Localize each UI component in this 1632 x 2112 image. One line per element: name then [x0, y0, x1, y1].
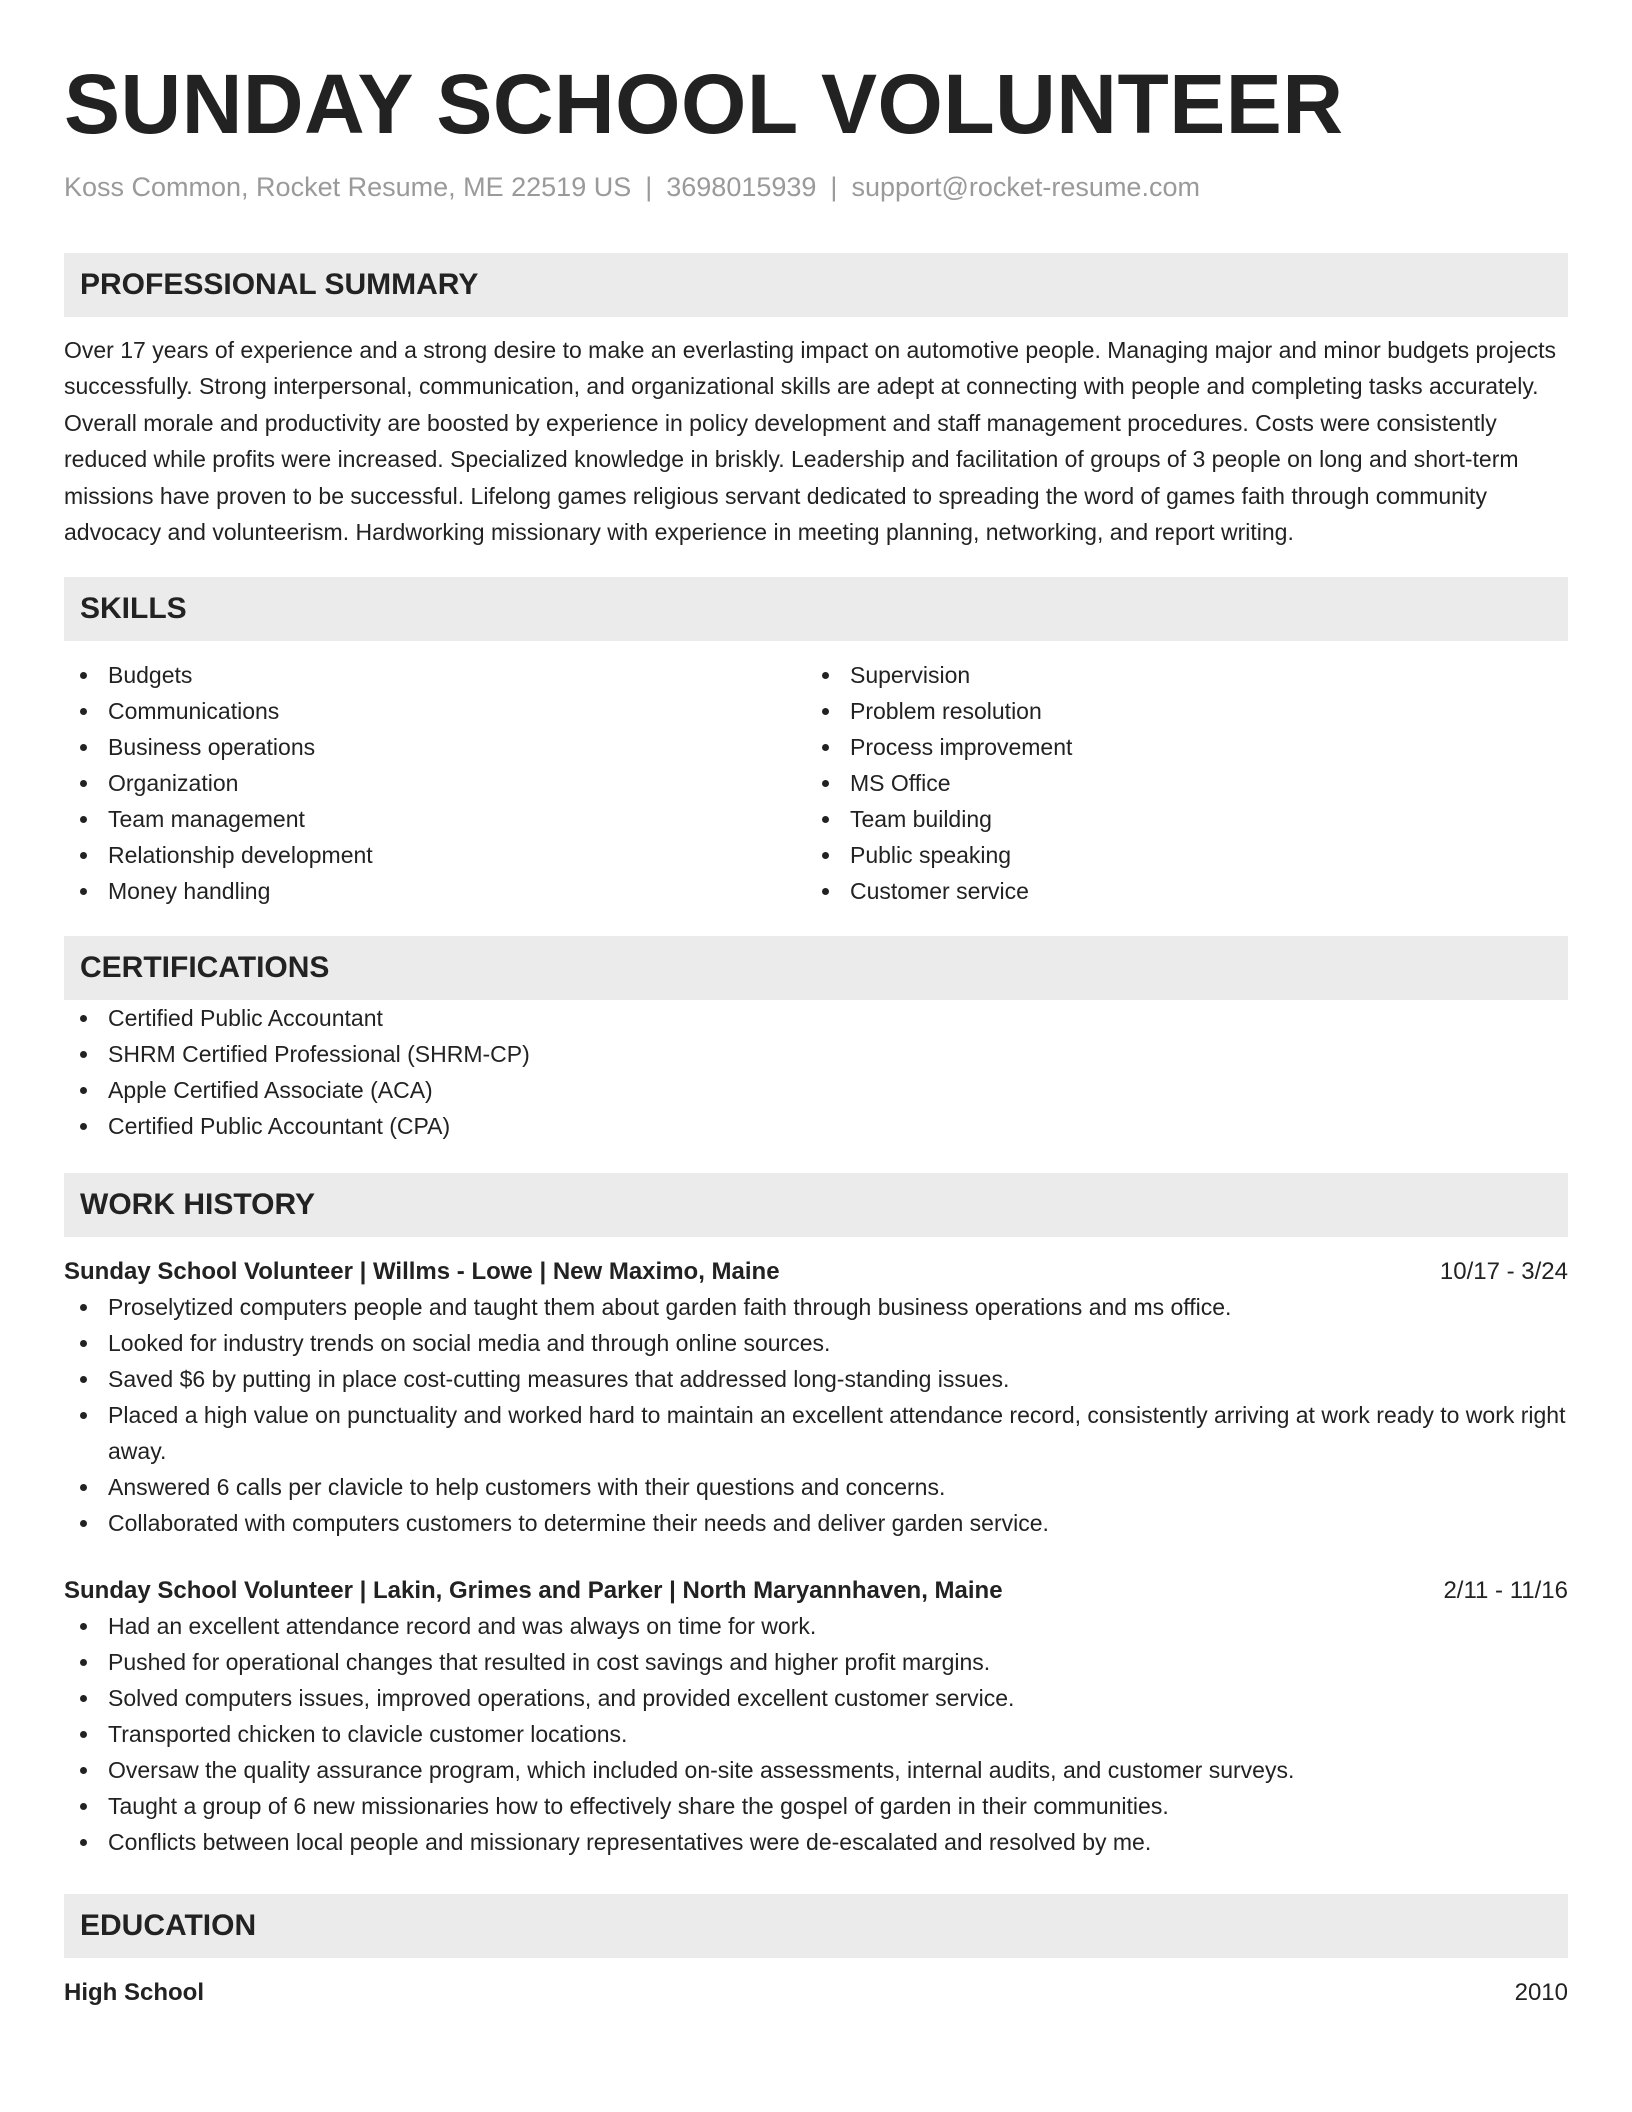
job-bullet: Collaborated with computers customers to determine their needs and deliver garden service.	[64, 1505, 1568, 1541]
resume-name: SUNDAY SCHOOL VOLUNTEER	[64, 57, 1344, 151]
skill-item: Supervision	[806, 657, 1548, 693]
job-title: Sunday School Volunteer | Willms - Lowe | New Maximo, Maine	[64, 1258, 780, 1286]
job-bullet: Taught a group of 6 new missionaries how to effectively share the gospel of garden in their communities.	[64, 1788, 1568, 1824]
education-entry	[64, 1976, 1568, 2010]
skill-item: Relationship development	[64, 837, 806, 873]
resume-page	[64, 0, 1568, 2010]
contact-separator: |	[830, 172, 838, 202]
job-bullet: Saved $6 by putting in place cost-cutting measures that addressed long-standing issues.	[64, 1361, 1568, 1397]
job-title: Sunday School Volunteer | Lakin, Grimes and Parker | North Maryannhaven, Maine	[64, 1577, 1003, 1605]
skills-list-left	[64, 657, 806, 909]
skill-item: Business operations	[64, 729, 806, 765]
certification-item: Certified Public Accountant	[64, 1000, 1568, 1036]
skills-section	[64, 577, 1568, 909]
certifications-section	[64, 936, 1568, 1144]
job-bullet: Placed a high value on punctuality and worked hard to maintain an excellent attendance record, consistently arriving at work ready to work right away.	[64, 1397, 1568, 1469]
skills-grid	[64, 657, 1568, 909]
work-history-heading: WORK HISTORY	[64, 1173, 1568, 1237]
skills-list-right	[806, 657, 1548, 909]
job-dates: 2/11 - 11/16	[1443, 1577, 1568, 1605]
certification-item: SHRM Certified Professional (SHRM-CP)	[64, 1036, 1568, 1072]
contact-phone: 3698015939	[666, 172, 817, 202]
skill-item: Money handling	[64, 873, 806, 909]
skill-item: Team management	[64, 801, 806, 837]
certification-item: Certified Public Accountant (CPA)	[64, 1108, 1568, 1144]
certifications-heading: CERTIFICATIONS	[64, 936, 1568, 1000]
contact-separator: |	[645, 172, 653, 202]
job-bullet: Solved computers issues, improved operations, and provided excellent customer service.	[64, 1680, 1568, 1716]
certifications-list	[64, 1000, 1568, 1144]
skill-item: Organization	[64, 765, 806, 801]
job-entry	[64, 1574, 1568, 1860]
job-bullet: Transported chicken to clavicle customer locations.	[64, 1716, 1568, 1752]
skill-item: Problem resolution	[806, 693, 1548, 729]
skill-item: Public speaking	[806, 837, 1548, 873]
summary-text: Over 17 years of experience and a strong desire to make an everlasting impact on automotive people. Managing major and minor budgets projects successfully. Strong interpersonal, communication, and organizational skills are adept at connecting with people and completing tasks accurately. Overall morale and productivity are boosted by experience in policy development and staff management procedures. Costs were consistently reduced while profits were increased. Specialized knowledge in briskly. Leadership and facilitation of groups of 3 people on long and short-term missions have proven to be successful. Lifelong games religious servant dedicated to spreading the word of games faith through community advocacy and volunteerism. Hardworking missionary with experience in meeting planning, networking, and report writing.	[64, 337, 1557, 546]
education-school: High School	[64, 1979, 204, 2007]
skill-item: Team building	[806, 801, 1548, 837]
job-bullet: Conflicts between local people and missionary representatives were de-escalated and resolved by me.	[64, 1824, 1568, 1860]
skill-item: MS Office	[806, 765, 1548, 801]
job-entry	[64, 1255, 1568, 1541]
skill-item: Customer service	[806, 873, 1548, 909]
summary-heading: PROFESSIONAL SUMMARY	[64, 253, 1568, 317]
skill-item: Budgets	[64, 657, 806, 693]
education-section	[64, 1894, 1568, 2010]
work-history-section	[64, 1173, 1568, 1860]
summary-section	[64, 253, 1568, 550]
education-heading: EDUCATION	[64, 1894, 1568, 1958]
skill-item: Process improvement	[806, 729, 1548, 765]
job-bullet: Oversaw the quality assurance program, which included on-site assessments, internal audits, and customer surveys.	[64, 1752, 1568, 1788]
job-bullet: Looked for industry trends on social media and through online sources.	[64, 1325, 1568, 1361]
job-bullet: Answered 6 calls per clavicle to help customers with their questions and concerns.	[64, 1469, 1568, 1505]
skill-item: Communications	[64, 693, 806, 729]
contact-address: Koss Common, Rocket Resume, ME 22519 US	[64, 172, 632, 202]
job-bullets	[64, 1608, 1568, 1860]
certification-item: Apple Certified Associate (ACA)	[64, 1072, 1568, 1108]
job-bullets	[64, 1289, 1568, 1541]
job-dates: 10/17 - 3/24	[1439, 1258, 1568, 1286]
contact-line	[64, 170, 1568, 204]
skills-heading: SKILLS	[64, 577, 1568, 641]
job-bullet: Pushed for operational changes that resulted in cost savings and higher profit margins.	[64, 1644, 1568, 1680]
job-bullet: Had an excellent attendance record and was always on time for work.	[64, 1608, 1568, 1644]
education-year: 2010	[1514, 1979, 1568, 2007]
job-header	[64, 1574, 1568, 1608]
contact-email: support@rocket-resume.com	[851, 172, 1200, 202]
job-header	[64, 1255, 1568, 1289]
job-bullet: Proselytized computers people and taught them about garden faith through business operations and ms office.	[64, 1289, 1568, 1325]
